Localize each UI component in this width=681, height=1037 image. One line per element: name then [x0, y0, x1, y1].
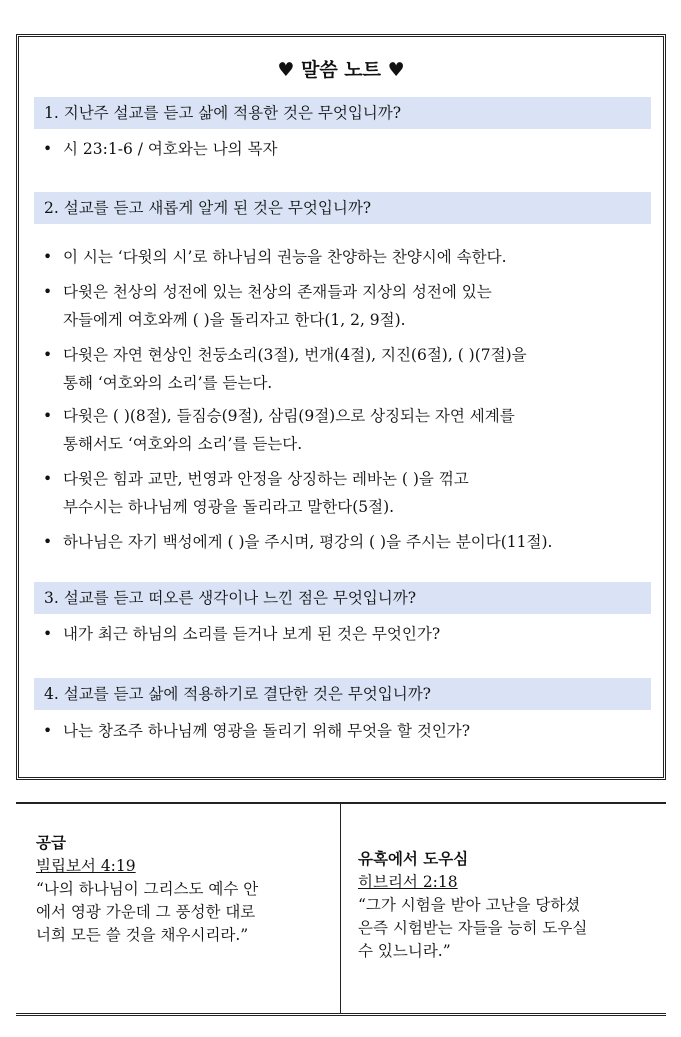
verse-divider: [340, 804, 341, 1013]
question-2-item: • 하나님은 자기 백성에게 ( )을 주시며, 평강의 ( )을 주시는 분이다(11절).: [43, 533, 553, 551]
verse-left-reference: 빌립보서 4:19: [36, 857, 136, 875]
verse-right-line: 은즉 시험받는 자들을 능히 도우실: [358, 919, 588, 937]
question-2-item-continued: 자들에게 여호와께 ( )을 돌리자고 한다(1, 2, 9절).: [63, 311, 406, 329]
question-3-header: 3. 설교를 듣고 떠오른 생각이나 느낀 점은 무엇입니까?: [34, 582, 651, 614]
verse-right-line: 수 있느니라.”: [358, 942, 451, 960]
question-1-answer: • 시 23:1-6 / 여호와는 나의 목자: [43, 140, 278, 158]
question-2-item-continued: 통해서도 ‘여호와의 소리’를 듣는다.: [63, 435, 303, 453]
verse-section: [16, 802, 666, 1016]
verse-right-reference: 히브리서 2:18: [358, 873, 458, 891]
verse-left-line: 에서 영광 가운데 그 풍성한 대로: [36, 903, 256, 921]
verse-left-line: “나의 하나님이 그리스도 예수 안: [36, 880, 259, 898]
verse-left: [36, 832, 332, 947]
question-1-header: 1. 지난주 설교를 듣고 삶에 적용한 것은 무엇입니까?: [34, 97, 651, 129]
question-2-item: • 다윗은 ( )(8절), 들짐승(9절), 삼림(9절)으로 상징되는 자연 세계를: [43, 407, 515, 425]
verse-right-line: “그가 시험을 받아 고난을 당하셨: [358, 896, 581, 914]
question-2-item-continued: 통해 ‘여호와의 소리’를 듣는다.: [63, 374, 273, 392]
question-4-header: 4. 설교를 듣고 삶에 적용하기로 결단한 것은 무엇입니까?: [34, 678, 651, 710]
question-2-item-continued: 부수시는 하나님께 영광을 돌리라고 말한다(5절).: [63, 498, 395, 516]
note-title: ♥ 말씀 노트 ♥: [277, 59, 405, 81]
question-2-item: • 이 시는 ‘다윗의 시’로 하나님의 권능을 찬양하는 찬양시에 속한다.: [43, 248, 507, 266]
question-2-item: • 다윗은 자연 현상인 천둥소리(3절), 번개(4절), 지진(6절), ( )(7절)을: [43, 346, 527, 364]
sermon-note-box: [16, 34, 666, 780]
question-4-answer: • 나는 창조주 하나님께 영광을 돌리기 위해 무엇을 할 것인가?: [43, 722, 471, 740]
question-2-item: • 다윗은 천상의 성전에 있는 천상의 존재들과 지상의 성전에 있는: [43, 283, 492, 301]
verse-right-title: 유혹에서 도우심: [358, 850, 469, 868]
verse-left-title: 공급: [36, 834, 66, 852]
question-2-header: 2. 설교를 듣고 새롭게 알게 된 것은 무엇입니까?: [34, 192, 651, 224]
question-2-item: • 다윗은 힘과 교만, 번영과 안정을 상징하는 레바논 ( )을 꺾고: [43, 470, 469, 488]
question-3-answer: • 내가 최근 하님의 소리를 듣거나 보게 된 것은 무엇인가?: [43, 625, 441, 643]
verse-right: [358, 848, 658, 963]
verse-left-line: 너희 모든 쓸 것을 채우시리라.”: [36, 926, 249, 944]
